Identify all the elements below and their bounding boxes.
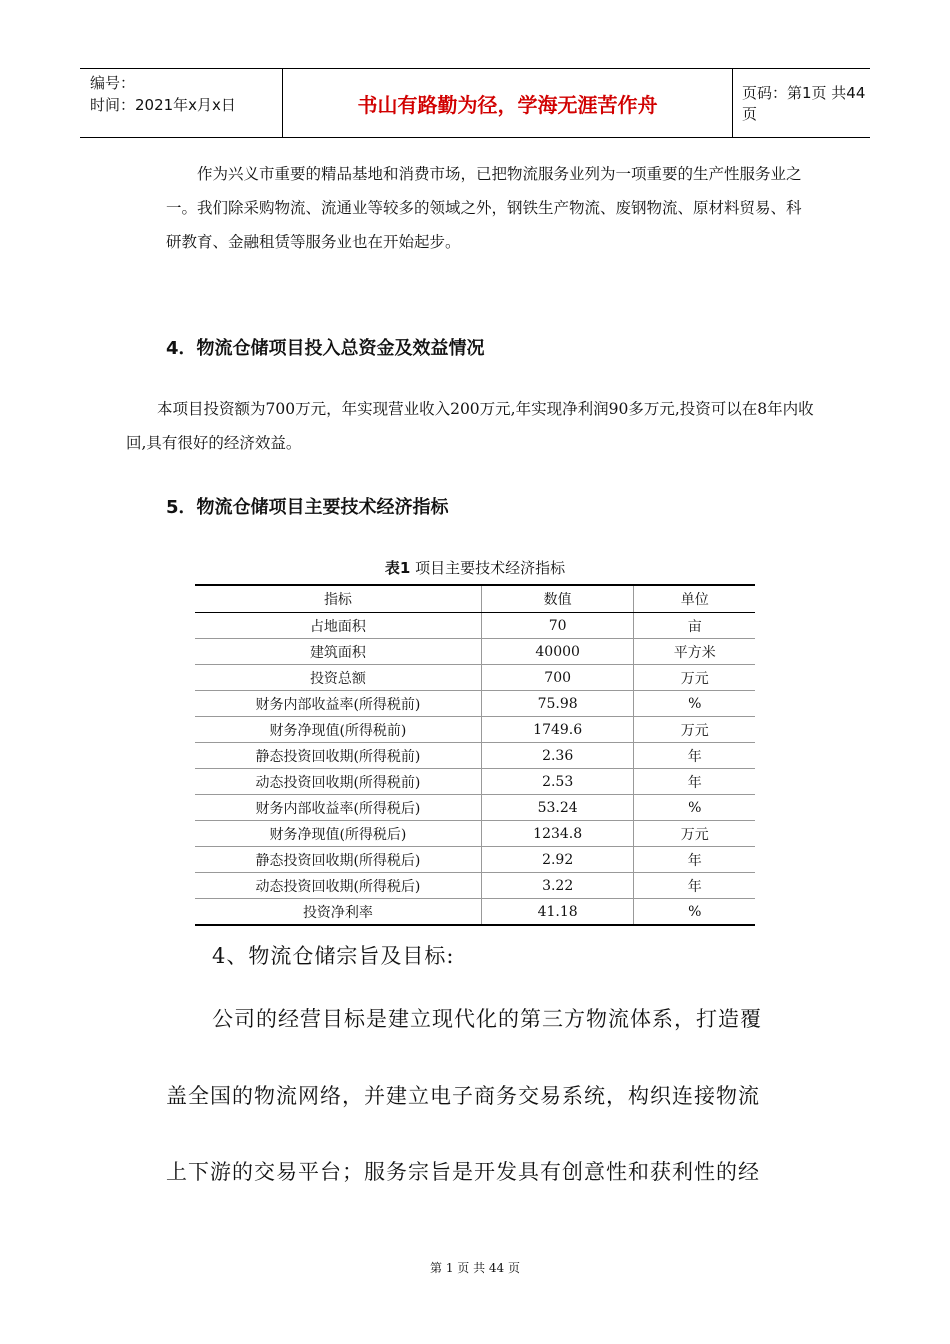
table-caption-title: 项目主要技术经济指标 bbox=[410, 559, 566, 577]
indicator-cell: 投资净利率 bbox=[195, 899, 481, 926]
value-cell: 53.24 bbox=[481, 795, 634, 821]
header-motto: 书山有路勤为径，学海无涯苦作舟 bbox=[282, 69, 733, 137]
table-row bbox=[195, 691, 755, 717]
table-row bbox=[195, 821, 755, 847]
unit-cell: % bbox=[634, 691, 755, 717]
table-row bbox=[195, 665, 755, 691]
table-header-row bbox=[195, 585, 755, 613]
column-header-value: 数值 bbox=[481, 585, 634, 613]
purpose-line-1: 公司的经营目标是建立现代化的第三方物流体系，打造覆 bbox=[212, 1007, 762, 1031]
table-row bbox=[195, 873, 755, 899]
indicator-cell: 建筑面积 bbox=[195, 639, 481, 665]
purpose-line-3: 上下游的交易平台；服务宗旨是开发具有创意性和获利性的经 bbox=[166, 1160, 760, 1184]
unit-cell: 平方米 bbox=[634, 639, 755, 665]
table-row bbox=[195, 743, 755, 769]
value-cell: 75.98 bbox=[481, 691, 634, 717]
value-cell: 2.92 bbox=[481, 847, 634, 873]
indicator-cell: 占地面积 bbox=[195, 613, 481, 639]
indicator-cell: 动态投资回收期(所得税前) bbox=[195, 769, 481, 795]
table-row bbox=[195, 613, 755, 639]
header-meta bbox=[80, 69, 282, 137]
indicator-cell: 财务净现值(所得税前) bbox=[195, 717, 481, 743]
value-cell: 2.53 bbox=[481, 769, 634, 795]
section-5-heading: 5．物流仓储项目主要技术经济指标 bbox=[166, 497, 449, 518]
unit-cell: 万元 bbox=[634, 821, 755, 847]
purpose-heading: 4、物流仓储宗旨及目标: bbox=[212, 944, 455, 968]
page-header bbox=[80, 68, 870, 138]
unit-cell: 年 bbox=[634, 769, 755, 795]
unit-cell: % bbox=[634, 795, 755, 821]
table-row bbox=[195, 717, 755, 743]
column-header-indicator: 指标 bbox=[195, 585, 481, 613]
indicator-cell: 静态投资回收期(所得税后) bbox=[195, 847, 481, 873]
indicators-table bbox=[195, 584, 755, 926]
unit-cell: 万元 bbox=[634, 665, 755, 691]
table-row bbox=[195, 795, 755, 821]
unit-cell: % bbox=[688, 903, 702, 920]
document-date: 时间：2021年x月x日 bbox=[90, 96, 236, 114]
value-cell: 2.36 bbox=[481, 743, 634, 769]
value-cell: 40000 bbox=[481, 639, 634, 665]
unit-cell: 年 bbox=[634, 873, 755, 899]
value-cell: 41.18 bbox=[481, 899, 634, 926]
table-row bbox=[195, 899, 755, 926]
header-page-number: 页码：第1页 共44页 bbox=[742, 84, 866, 123]
column-header-unit: 单位 bbox=[634, 585, 755, 613]
intro-paragraph: 作为兴义市重要的精品基地和消费市场，已把物流服务业列为一项重要的生产性服务业之一。我们除采购物流、流通业等较多的领域之外，钢铁生产物流、废钢物流、原材料贸易、科研教育、金融租赁等服务业也在开始起步。 bbox=[166, 165, 802, 251]
section-4-heading: 4．物流仓储项目投入总资金及效益情况 bbox=[166, 338, 485, 359]
section-4-body: 本项目投资额为700万元，年实现营业收入200万元,年实现净利润90多万元,投资可以在8年内收回,具有很好的经济效益。 bbox=[126, 400, 814, 452]
unit-cell: 亩 bbox=[634, 613, 755, 639]
indicator-cell: 静态投资回收期(所得税前) bbox=[195, 743, 481, 769]
table-caption bbox=[195, 557, 755, 578]
indicator-cell: 动态投资回收期(所得税后) bbox=[195, 873, 481, 899]
purpose-line-2: 盖全国的物流网络，并建立电子商务交易系统，构织连接物流 bbox=[166, 1084, 760, 1108]
unit-cell: 年 bbox=[634, 847, 755, 873]
value-cell: 1234.8 bbox=[481, 821, 634, 847]
table-row bbox=[195, 639, 755, 665]
unit-cell: 万元 bbox=[634, 717, 755, 743]
indicator-cell: 财务内部收益率(所得税前) bbox=[195, 691, 481, 717]
table-row bbox=[195, 847, 755, 873]
unit-cell: 年 bbox=[634, 743, 755, 769]
table-row bbox=[195, 769, 755, 795]
value-cell: 70 bbox=[481, 613, 634, 639]
indicator-cell: 财务净现值(所得税后) bbox=[195, 821, 481, 847]
value-cell: 700 bbox=[481, 665, 634, 691]
page-footer: 第 1 页 共 44 页 bbox=[430, 1261, 520, 1275]
value-cell: 3.22 bbox=[481, 873, 634, 899]
indicator-cell: 投资总额 bbox=[195, 665, 481, 691]
indicator-cell: 财务内部收益率(所得税后) bbox=[195, 795, 481, 821]
document-number-label: 编号： bbox=[90, 74, 136, 92]
table-caption-number: 表1 bbox=[384, 559, 411, 577]
value-cell: 1749.6 bbox=[481, 717, 634, 743]
